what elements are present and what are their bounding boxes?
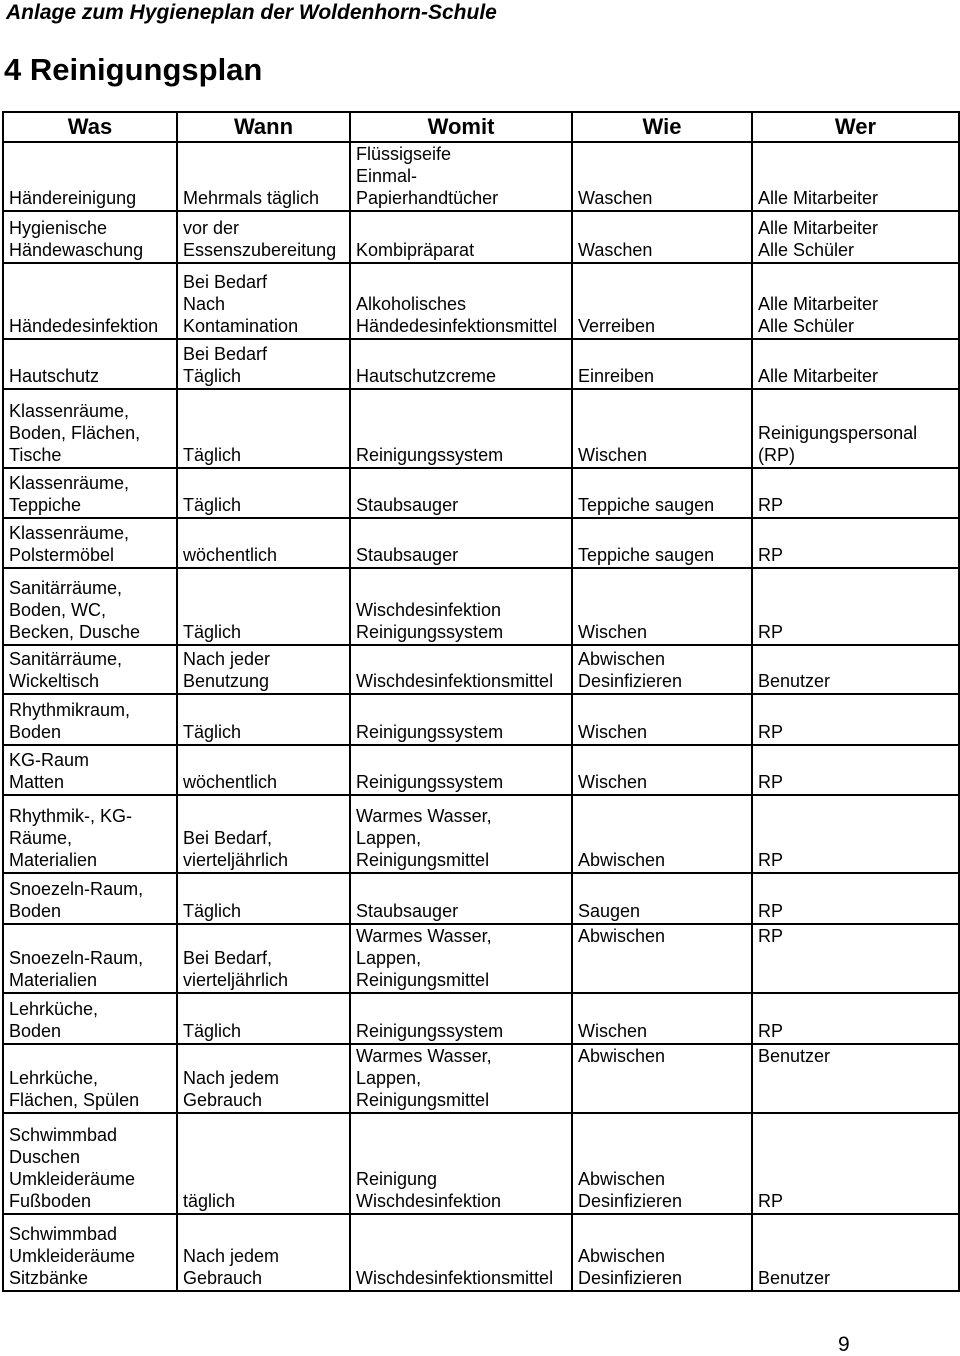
cell-wie xyxy=(572,568,752,645)
table-row xyxy=(3,645,959,694)
cell-wie xyxy=(572,142,752,211)
cell-text-line: Reinigungssystem xyxy=(356,722,504,742)
cell-text-line: Abwischen xyxy=(578,1169,666,1189)
cell-wer xyxy=(752,924,959,993)
cell-text-line: Sanitärräume, xyxy=(9,649,123,669)
cell-text-line: Alle Schüler xyxy=(758,316,855,336)
cell-wer xyxy=(752,745,959,795)
cell-wie xyxy=(572,339,752,389)
cell-text-line: Klassenräume, xyxy=(9,473,130,493)
cell-text-line: Reinigungssystem xyxy=(356,445,504,465)
cell-text-line: Wischdesinfektion xyxy=(356,1191,502,1211)
cell-womit xyxy=(350,518,572,568)
column-header-was: Was xyxy=(3,112,177,142)
cell-text-line: Alkoholisches xyxy=(356,294,467,314)
cell-text-line: Reinigung xyxy=(356,1169,438,1189)
cell-wer xyxy=(752,795,959,873)
cell-wie xyxy=(572,1214,752,1291)
cell-text-line: RP xyxy=(758,772,784,792)
cell-was xyxy=(3,518,177,568)
cell-text-line: wöchentlich xyxy=(183,545,278,565)
cell-text-line: Täglich xyxy=(183,495,242,515)
cell-text-line: Becken, Dusche xyxy=(9,622,141,642)
cell-wie xyxy=(572,211,752,263)
cell-text-line: Wischdesinfektion xyxy=(356,600,502,620)
cell-wie xyxy=(572,745,752,795)
cell-was xyxy=(3,468,177,518)
cell-text-line: Nach jedem xyxy=(183,1246,280,1266)
cell-wer xyxy=(752,1044,959,1113)
table-row xyxy=(3,1044,959,1113)
cell-text-line: Hygienische xyxy=(9,218,108,238)
table-row xyxy=(3,745,959,795)
cell-wann xyxy=(177,211,350,263)
table-row xyxy=(3,795,959,873)
cell-text-line: Wischen xyxy=(578,445,648,465)
cell-womit xyxy=(350,645,572,694)
cell-was xyxy=(3,645,177,694)
cell-was xyxy=(3,1113,177,1214)
cell-text-line: Bei Bedarf, xyxy=(183,948,273,968)
cell-text-line: Abwischen xyxy=(578,649,666,669)
cell-text-line: Desinfizieren xyxy=(578,1191,683,1211)
cell-wer xyxy=(752,873,959,924)
table-row xyxy=(3,389,959,468)
cell-wann xyxy=(177,568,350,645)
cell-text-line: Saugen xyxy=(578,901,641,921)
cell-text-line: Umkleideräume xyxy=(9,1169,136,1189)
cell-text-line: Waschen xyxy=(578,240,653,260)
table-row xyxy=(3,339,959,389)
cell-womit xyxy=(350,389,572,468)
cell-text-line: Händewaschung xyxy=(9,240,144,260)
cell-wer xyxy=(752,645,959,694)
cell-text-line: Waschen xyxy=(578,188,653,208)
table-row xyxy=(3,873,959,924)
cell-text-line: RP xyxy=(758,901,784,921)
cell-text-line: Benutzung xyxy=(183,671,270,691)
cell-text-line: Snoezeln-Raum, xyxy=(9,879,144,899)
cell-text-line: Abwischen xyxy=(578,1046,666,1066)
cell-text-line: Abwischen xyxy=(578,850,666,870)
cell-was xyxy=(3,745,177,795)
cell-text-line: Schwimmbad xyxy=(9,1224,118,1244)
cell-womit xyxy=(350,1113,572,1214)
cell-wer xyxy=(752,339,959,389)
cell-text-line: Händedesinfektion xyxy=(9,316,159,336)
cell-text-line: täglich xyxy=(183,1191,236,1211)
cell-text-line: Flächen, Spülen xyxy=(9,1090,140,1110)
cell-text-line: RP xyxy=(758,926,784,946)
cell-text-line: Abwischen xyxy=(578,926,666,946)
cell-text-line: Reinigungssystem xyxy=(356,1021,504,1041)
cell-text-line: Schwimmbad xyxy=(9,1125,118,1145)
cell-womit xyxy=(350,568,572,645)
cell-wie xyxy=(572,873,752,924)
cell-wie xyxy=(572,795,752,873)
cell-text-line: Räume, xyxy=(9,828,73,848)
cell-wie xyxy=(572,263,752,339)
cell-text-line: RP xyxy=(758,1191,784,1211)
cell-wie xyxy=(572,924,752,993)
table-row xyxy=(3,518,959,568)
cell-wer xyxy=(752,1214,959,1291)
table-row xyxy=(3,924,959,993)
cell-text-line: Teppiche xyxy=(9,495,82,515)
cell-text-line: vierteljährlich xyxy=(183,850,289,870)
cell-text-line: (RP) xyxy=(758,445,795,465)
cell-was xyxy=(3,339,177,389)
cell-text-line: Händedesinfektionsmittel xyxy=(356,316,558,336)
cell-text-line: Täglich xyxy=(183,622,242,642)
cell-text-line: Flüssigseife xyxy=(356,144,452,164)
cell-text-line: Verreiben xyxy=(578,316,656,336)
cell-text-line: Lappen, xyxy=(356,1068,422,1088)
cell-womit xyxy=(350,694,572,745)
table-row xyxy=(3,142,959,211)
cell-womit xyxy=(350,873,572,924)
cell-wer xyxy=(752,211,959,263)
cell-womit xyxy=(350,339,572,389)
cell-text-line: Reinigungsmittel xyxy=(356,970,490,990)
cell-text-line: Warmes Wasser, xyxy=(356,926,492,946)
cell-was xyxy=(3,568,177,645)
cell-text-line: Händereinigung xyxy=(9,188,137,208)
table-row xyxy=(3,568,959,645)
cell-text-line: Boden, Flächen, xyxy=(9,423,141,443)
cell-was xyxy=(3,873,177,924)
cell-text-line: Täglich xyxy=(183,366,242,386)
cell-text-line: RP xyxy=(758,495,784,515)
table-row xyxy=(3,263,959,339)
cell-text-line: Abwischen xyxy=(578,1246,666,1266)
table-row xyxy=(3,1214,959,1291)
cell-text-line: Bei Bedarf xyxy=(183,272,268,292)
cell-womit xyxy=(350,1044,572,1113)
cell-text-line: Wischen xyxy=(578,772,648,792)
cell-text-line: Desinfizieren xyxy=(578,671,683,691)
cell-was xyxy=(3,142,177,211)
cell-wie xyxy=(572,1044,752,1113)
cell-text-line: Benutzer xyxy=(758,1046,831,1066)
cell-text-line: Sitzbänke xyxy=(9,1268,89,1288)
cell-wann xyxy=(177,389,350,468)
cell-was xyxy=(3,211,177,263)
cell-text-line: RP xyxy=(758,622,784,642)
table-header-row xyxy=(3,112,959,142)
cell-text-line: Täglich xyxy=(183,445,242,465)
column-header-wer: Wer xyxy=(752,112,959,142)
cell-text-line: Desinfizieren xyxy=(578,1268,683,1288)
cell-text-line: Staubsauger xyxy=(356,901,459,921)
cell-text-line: Reinigungsmittel xyxy=(356,850,490,870)
cell-wer xyxy=(752,389,959,468)
column-header-wann: Wann xyxy=(177,112,350,142)
cell-text-line: Wischen xyxy=(578,622,648,642)
cell-text-line: Klassenräume, xyxy=(9,401,130,421)
cell-womit xyxy=(350,745,572,795)
cell-womit xyxy=(350,211,572,263)
cell-text-line: Wickeltisch xyxy=(9,671,100,691)
cell-text-line: KG-Raum xyxy=(9,750,90,770)
table-row xyxy=(3,1113,959,1214)
cell-text-line: Gebrauch xyxy=(183,1268,263,1288)
cell-text-line: Klassenräume, xyxy=(9,523,130,543)
cell-text-line: Teppiche saugen xyxy=(578,545,715,565)
cell-text-line: Bei Bedarf xyxy=(183,344,268,364)
cell-wann xyxy=(177,924,350,993)
cell-wann xyxy=(177,795,350,873)
cell-wer xyxy=(752,142,959,211)
cell-wer xyxy=(752,694,959,745)
cell-text-line: Nach jeder xyxy=(183,649,271,669)
table-row xyxy=(3,468,959,518)
cell-text-line: Hautschutzcreme xyxy=(356,366,497,386)
cell-wann xyxy=(177,468,350,518)
cell-text-line: RP xyxy=(758,1021,784,1041)
cell-text-line: Einreiben xyxy=(578,366,655,386)
cell-womit xyxy=(350,795,572,873)
cell-text-line: Bei Bedarf, xyxy=(183,828,273,848)
cell-text-line: Lappen, xyxy=(356,828,422,848)
cell-text-line: Papierhandtücher xyxy=(356,188,499,208)
cell-text-line: Polstermöbel xyxy=(9,545,115,565)
cell-text-line: Täglich xyxy=(183,722,242,742)
cell-wie xyxy=(572,468,752,518)
cell-wie xyxy=(572,694,752,745)
cell-text-line: Mehrmals täglich xyxy=(183,188,320,208)
cell-text-line: Duschen xyxy=(9,1147,81,1167)
cell-wann xyxy=(177,142,350,211)
cell-wann xyxy=(177,745,350,795)
page-title: 4 Reinigungsplan xyxy=(4,52,263,87)
cell-text-line: Einmal- xyxy=(356,166,418,186)
cell-was xyxy=(3,1044,177,1113)
cell-was xyxy=(3,1214,177,1291)
cell-text-line: Snoezeln-Raum, xyxy=(9,948,144,968)
cell-text-line: Kombipräparat xyxy=(356,240,475,260)
cell-wie xyxy=(572,1113,752,1214)
cell-wer xyxy=(752,468,959,518)
table-row xyxy=(3,694,959,745)
cell-text-line: Wischdesinfektionsmittel xyxy=(356,671,554,691)
cell-text-line: Warmes Wasser, xyxy=(356,1046,492,1066)
cell-womit xyxy=(350,924,572,993)
cell-text-line: Lehrküche, xyxy=(9,999,99,1019)
cell-text-line: Reinigungsmittel xyxy=(356,1090,490,1110)
cell-text-line: Nach xyxy=(183,294,226,314)
cell-text-line: Reinigungssystem xyxy=(356,772,504,792)
cell-text-line: Boden xyxy=(9,1021,62,1041)
cell-wann xyxy=(177,263,350,339)
cell-text-line: Lehrküche, xyxy=(9,1068,99,1088)
cell-was xyxy=(3,795,177,873)
cell-text-line: Täglich xyxy=(183,901,242,921)
cell-text-line: Reinigungssystem xyxy=(356,622,504,642)
cell-was xyxy=(3,993,177,1044)
cell-text-line: Nach jedem xyxy=(183,1068,280,1088)
cell-text-line: Hautschutz xyxy=(9,366,100,386)
cell-text-line: Rhythmik-, KG- xyxy=(9,806,133,826)
cell-text-line: Boden, WC, xyxy=(9,600,107,620)
cell-wann xyxy=(177,339,350,389)
cleaning-plan-table xyxy=(2,111,960,1292)
cell-was xyxy=(3,924,177,993)
cell-was xyxy=(3,694,177,745)
cell-womit xyxy=(350,142,572,211)
cell-womit xyxy=(350,263,572,339)
cell-wann xyxy=(177,694,350,745)
cell-wann xyxy=(177,873,350,924)
document-header-title: Anlage zum Hygieneplan der Woldenhorn-Schule xyxy=(6,1,497,24)
cell-wann xyxy=(177,993,350,1044)
cell-womit xyxy=(350,993,572,1044)
cell-wie xyxy=(572,645,752,694)
cell-text-line: Alle Schüler xyxy=(758,240,855,260)
cell-text-line: RP xyxy=(758,545,784,565)
cell-wer xyxy=(752,568,959,645)
cell-text-line: Alle Mitarbeiter xyxy=(758,188,879,208)
cell-wann xyxy=(177,518,350,568)
cell-text-line: Rhythmikraum, xyxy=(9,700,131,720)
cell-womit xyxy=(350,468,572,518)
cell-wann xyxy=(177,1113,350,1214)
cell-text-line: Benutzer xyxy=(758,1268,831,1288)
cell-text-line: Essenszubereitung xyxy=(183,240,337,260)
cell-text-line: Tische xyxy=(9,445,62,465)
cell-text-line: Täglich xyxy=(183,1021,242,1041)
cell-text-line: Wischen xyxy=(578,1021,648,1041)
cell-text-line: Alle Mitarbeiter xyxy=(758,218,879,238)
cell-text-line: Gebrauch xyxy=(183,1090,263,1110)
cell-text-line: vor der xyxy=(183,218,240,238)
cell-wie xyxy=(572,518,752,568)
cell-womit xyxy=(350,1214,572,1291)
cell-wer xyxy=(752,263,959,339)
cell-text-line: Fußboden xyxy=(9,1191,92,1211)
cell-text-line: Benutzer xyxy=(758,671,831,691)
cell-text-line: Teppiche saugen xyxy=(578,495,715,515)
cell-wann xyxy=(177,645,350,694)
table-body xyxy=(3,142,959,1291)
cell-text-line: wöchentlich xyxy=(183,772,278,792)
cell-text-line: Alle Mitarbeiter xyxy=(758,366,879,386)
table-row xyxy=(3,993,959,1044)
page-number: 9 xyxy=(838,1333,850,1356)
cell-text-line: Materialien xyxy=(9,970,98,990)
column-header-womit: Womit xyxy=(350,112,572,142)
cell-wer xyxy=(752,1113,959,1214)
cell-text-line: Boden xyxy=(9,901,62,921)
cell-text-line: RP xyxy=(758,850,784,870)
cell-text-line: Boden xyxy=(9,722,62,742)
cell-wie xyxy=(572,389,752,468)
cell-text-line: Reinigungspersonal xyxy=(758,423,918,443)
cell-text-line: Wischen xyxy=(578,722,648,742)
cell-wann xyxy=(177,1214,350,1291)
cell-was xyxy=(3,389,177,468)
cell-text-line: vierteljährlich xyxy=(183,970,289,990)
cell-text-line: Wischdesinfektionsmittel xyxy=(356,1268,554,1288)
cell-text-line: Staubsauger xyxy=(356,545,459,565)
cell-text-line: Materialien xyxy=(9,850,98,870)
cell-text-line: Warmes Wasser, xyxy=(356,806,492,826)
cell-wer xyxy=(752,518,959,568)
cell-was xyxy=(3,263,177,339)
cell-wer xyxy=(752,993,959,1044)
column-header-wie: Wie xyxy=(572,112,752,142)
table-row xyxy=(3,211,959,263)
cell-text-line: Alle Mitarbeiter xyxy=(758,294,879,314)
cell-text-line: RP xyxy=(758,722,784,742)
cell-text-line: Kontamination xyxy=(183,316,299,336)
cell-text-line: Staubsauger xyxy=(356,495,459,515)
cell-text-line: Lappen, xyxy=(356,948,422,968)
cell-text-line: Sanitärräume, xyxy=(9,578,123,598)
cell-wann xyxy=(177,1044,350,1113)
cell-text-line: Umkleideräume xyxy=(9,1246,136,1266)
cell-text-line: Matten xyxy=(9,772,65,792)
cell-wie xyxy=(572,993,752,1044)
